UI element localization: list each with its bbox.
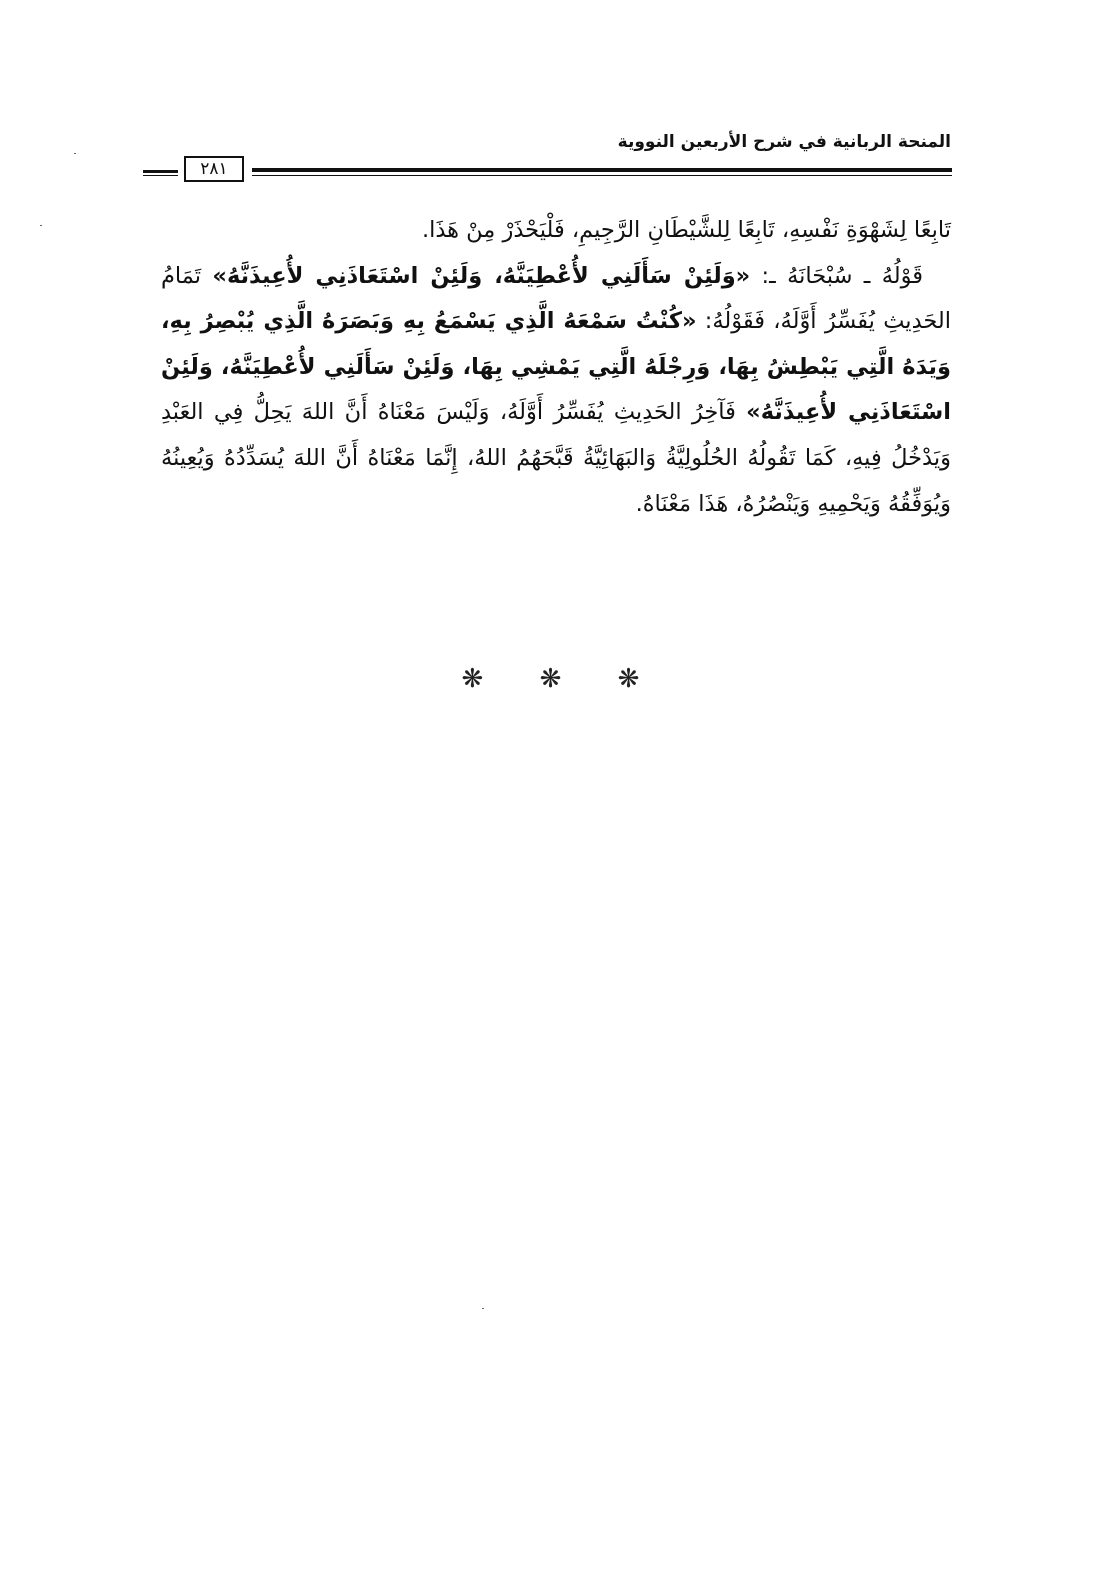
page-body [161, 208, 951, 527]
paragraph-2-mid: تَمَامُ الحَدِيثِ يُفَسِّرُ أَوَّلَهُ، فَقَوْلُهُ: [161, 262, 952, 335]
header-rule-thick [252, 168, 952, 172]
hadith-quote-2: «كُنْتُ سَمْعَهُ الَّذِي يَسْمَعُ بِهِ وَبَصَرَهُ الَّذِي يُبْصِرُ بِهِ، وَيَدَهُ الَّتِي يَبْطِشُ بِهَا، وَرِجْلَهُ الَّتِي يَمْشِي بِهَا، وَلَئِنْ سَأَلَنِي لأُعْطِيَنَّهُ، وَلَئِنْ اسْتَعَاذَنِي لأُعِيذَنَّهُ» [161, 308, 951, 426]
page-number: ٢٨١ [184, 156, 244, 182]
header-rule-thin [252, 175, 952, 176]
paragraph-2-intro: قَوْلُهُ ـ سُبْحَانَهُ ـ: [750, 262, 923, 289]
scan-speck [74, 153, 76, 154]
hadith-quote-1: «وَلَئِنْ سَأَلَنِي لأُعْطِيَنَّهُ، وَلَئِنْ اسْتَعَاذَنِي لأُعِيذَنَّهُ» [212, 262, 751, 289]
section-separator [0, 664, 1101, 694]
paragraph-1: تَابِعًا لِشَهْوَةِ نَفْسِهِ، تَابِعًا لِلشَّيْطَانِ الرَّجِيمِ، فَلْيَحْذَرْ مِنْ هَذَا. [421, 217, 951, 243]
header-rule-left-thin [143, 175, 178, 176]
separator-star-icon: ❋ [539, 664, 562, 694]
book-title: المنحة الربانية في شرح الأربعين النووية [617, 132, 951, 152]
scan-speck [40, 225, 42, 226]
separator-star-icon: ❋ [617, 664, 640, 694]
header-rule-left-thick [143, 170, 178, 173]
paragraph-2 [161, 254, 951, 528]
paragraph-2-rest: فَآخِرُ الحَدِيثِ يُفَسِّرُ أَوَّلَهُ، وَلَيْسَ مَعْنَاهُ أَنَّ اللهَ يَحِلُّ فِي العَبْدِ وَيَدْخُلُ فِيهِ، كَمَا تَقُولُهُ الحُلُولِيَّةُ وَالبَهَائِيَّةُ قَبَّحَهُمُ اللهُ، إِنَّمَا مَعْنَاهُ أَنَّ اللهَ يُسَدِّدُهُ وَيُعِينُهُ وَيُوَفِّقُهُ وَيَحْمِيهِ وَيَنْصُرُهُ، هَذَا مَعْنَاهُ. [161, 399, 951, 517]
separator-star-icon: ❋ [461, 664, 484, 694]
scan-speck [482, 1308, 484, 1309]
